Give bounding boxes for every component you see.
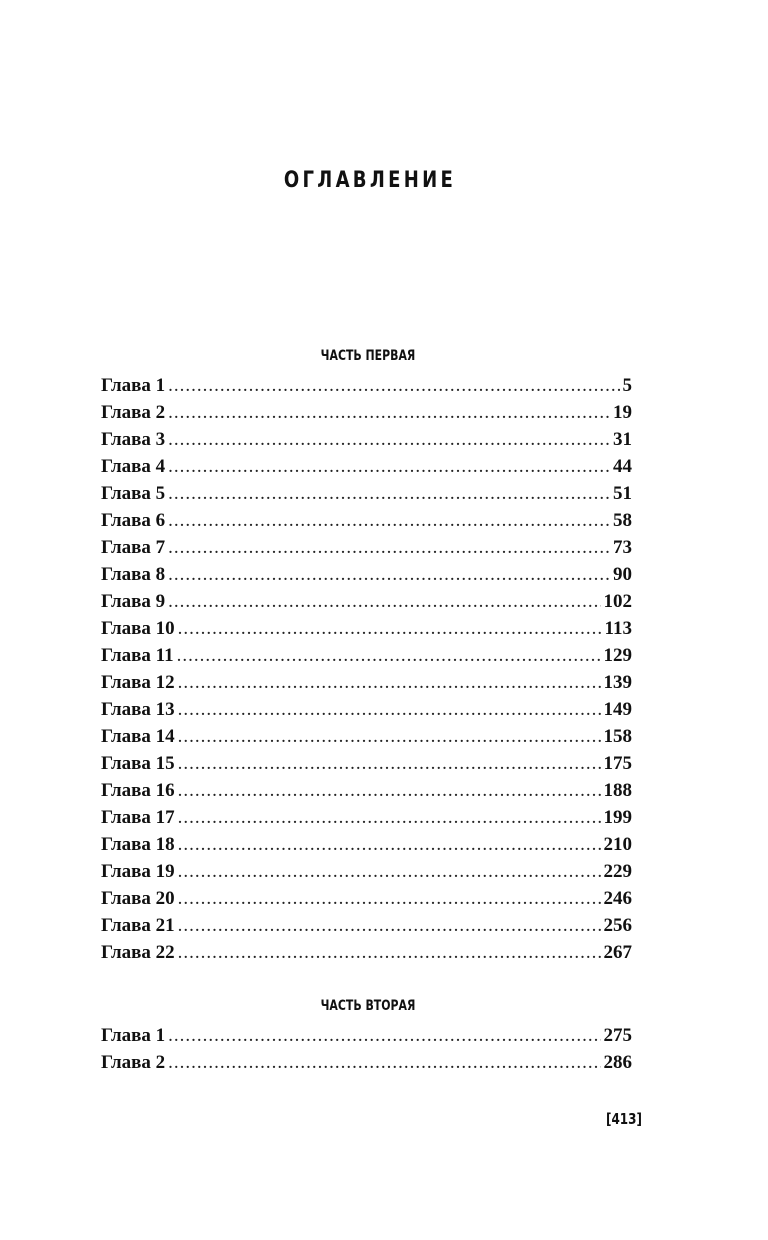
- dot-leader: [178, 885, 601, 912]
- entry-page-number: 229: [603, 861, 632, 882]
- toc-entry[interactable]: [101, 480, 632, 507]
- dot-leader: [168, 480, 610, 507]
- dot-leader: [168, 426, 610, 453]
- dot-leader: [168, 399, 610, 426]
- entry-page-number: 256: [603, 915, 632, 936]
- entry-title: Глава 7: [101, 537, 166, 558]
- toc-entry[interactable]: [101, 885, 632, 912]
- entry-title: Глава 10: [101, 618, 175, 639]
- dot-leader: [168, 588, 600, 615]
- entry-title: Глава 20: [101, 888, 175, 909]
- entry-title: Глава 12: [101, 672, 175, 693]
- dot-leader: [178, 750, 601, 777]
- entry-title: Глава 17: [101, 807, 175, 828]
- entry-page-number: 158: [603, 726, 632, 747]
- entry-title: Глава 18: [101, 834, 175, 855]
- entry-title: Глава 16: [101, 780, 175, 801]
- toc-entry[interactable]: [101, 669, 632, 696]
- toc-entry[interactable]: [101, 804, 632, 831]
- dot-leader: [168, 453, 610, 480]
- entry-page-number: 44: [613, 456, 632, 477]
- dot-leader: [178, 615, 602, 642]
- entry-page-number: 275: [603, 1025, 632, 1046]
- dot-leader: [178, 804, 601, 831]
- dot-leader: [178, 669, 601, 696]
- toc-entry[interactable]: [101, 1022, 632, 1049]
- toc-entry[interactable]: [101, 534, 632, 561]
- entry-page-number: 31: [613, 429, 632, 450]
- entry-title: Глава 1: [101, 1025, 166, 1046]
- entry-title: Глава 19: [101, 861, 175, 882]
- entry-page-number: 129: [603, 645, 632, 666]
- entry-title: Глава 21: [101, 915, 175, 936]
- toc-entry[interactable]: [101, 1049, 632, 1076]
- toc-entry[interactable]: [101, 831, 632, 858]
- entry-page-number: 19: [613, 402, 632, 423]
- part-heading-second: ЧАСТЬ ВТОРАЯ: [320, 998, 416, 1014]
- dot-leader: [168, 561, 610, 588]
- page-number: [413]: [605, 1110, 642, 1128]
- entry-title: Глава 3: [101, 429, 166, 450]
- dot-leader: [168, 372, 619, 399]
- dot-leader: [178, 723, 601, 750]
- part-heading-first: ЧАСТЬ ПЕРВАЯ: [320, 348, 416, 364]
- dot-leader: [168, 1022, 600, 1049]
- entry-page-number: 188: [603, 780, 632, 801]
- dot-leader: [168, 1049, 600, 1076]
- entry-page-number: 139: [603, 672, 632, 693]
- page-title: ОГЛАВЛЕНИЕ: [283, 168, 457, 193]
- entry-page-number: 51: [613, 483, 632, 504]
- dot-leader: [168, 507, 610, 534]
- toc-entry[interactable]: [101, 642, 632, 669]
- entry-page-number: 267: [603, 942, 632, 963]
- entry-title: Глава 5: [101, 483, 166, 504]
- entry-title: Глава 9: [101, 591, 166, 612]
- dot-leader: [168, 534, 610, 561]
- entry-title: Глава 2: [101, 1052, 166, 1073]
- dot-leader: [178, 696, 601, 723]
- entry-page-number: 5: [622, 375, 632, 396]
- toc-entry[interactable]: [101, 507, 632, 534]
- toc-entry[interactable]: [101, 561, 632, 588]
- entry-title: Глава 22: [101, 942, 175, 963]
- entry-title: Глава 2: [101, 402, 166, 423]
- toc-entry[interactable]: [101, 750, 632, 777]
- entry-page-number: 199: [603, 807, 632, 828]
- entry-page-number: 175: [603, 753, 632, 774]
- entry-title: Глава 8: [101, 564, 166, 585]
- dot-leader: [178, 831, 601, 858]
- entry-title: Глава 15: [101, 753, 175, 774]
- toc-entry[interactable]: [101, 372, 632, 399]
- toc-entry[interactable]: [101, 858, 632, 885]
- entry-page-number: 90: [613, 564, 632, 585]
- entry-title: Глава 13: [101, 699, 175, 720]
- dot-leader: [178, 939, 601, 966]
- dot-leader: [177, 642, 601, 669]
- toc-entry[interactable]: [101, 426, 632, 453]
- entry-title: Глава 1: [101, 375, 166, 396]
- toc-entry[interactable]: [101, 777, 632, 804]
- dot-leader: [178, 912, 601, 939]
- entry-page-number: 210: [603, 834, 632, 855]
- entry-page-number: 113: [604, 618, 632, 639]
- toc-entry[interactable]: [101, 723, 632, 750]
- entry-page-number: 102: [603, 591, 632, 612]
- entry-title: Глава 11: [101, 645, 174, 666]
- entry-page-number: 73: [613, 537, 632, 558]
- toc-list-part-one: [101, 372, 632, 966]
- toc-entry[interactable]: [101, 588, 632, 615]
- toc-entry[interactable]: [101, 912, 632, 939]
- dot-leader: [178, 858, 601, 885]
- entry-page-number: 286: [603, 1052, 632, 1073]
- entry-title: Глава 14: [101, 726, 175, 747]
- entry-page-number: 149: [603, 699, 632, 720]
- toc-entry[interactable]: [101, 453, 632, 480]
- entry-title: Глава 4: [101, 456, 166, 477]
- entry-title: Глава 6: [101, 510, 166, 531]
- entry-page-number: 58: [613, 510, 632, 531]
- toc-list-part-two: [101, 1022, 632, 1076]
- toc-entry[interactable]: [101, 615, 632, 642]
- toc-entry[interactable]: [101, 939, 632, 966]
- entry-page-number: 246: [603, 888, 632, 909]
- toc-entry[interactable]: [101, 399, 632, 426]
- dot-leader: [178, 777, 601, 804]
- toc-entry[interactable]: [101, 696, 632, 723]
